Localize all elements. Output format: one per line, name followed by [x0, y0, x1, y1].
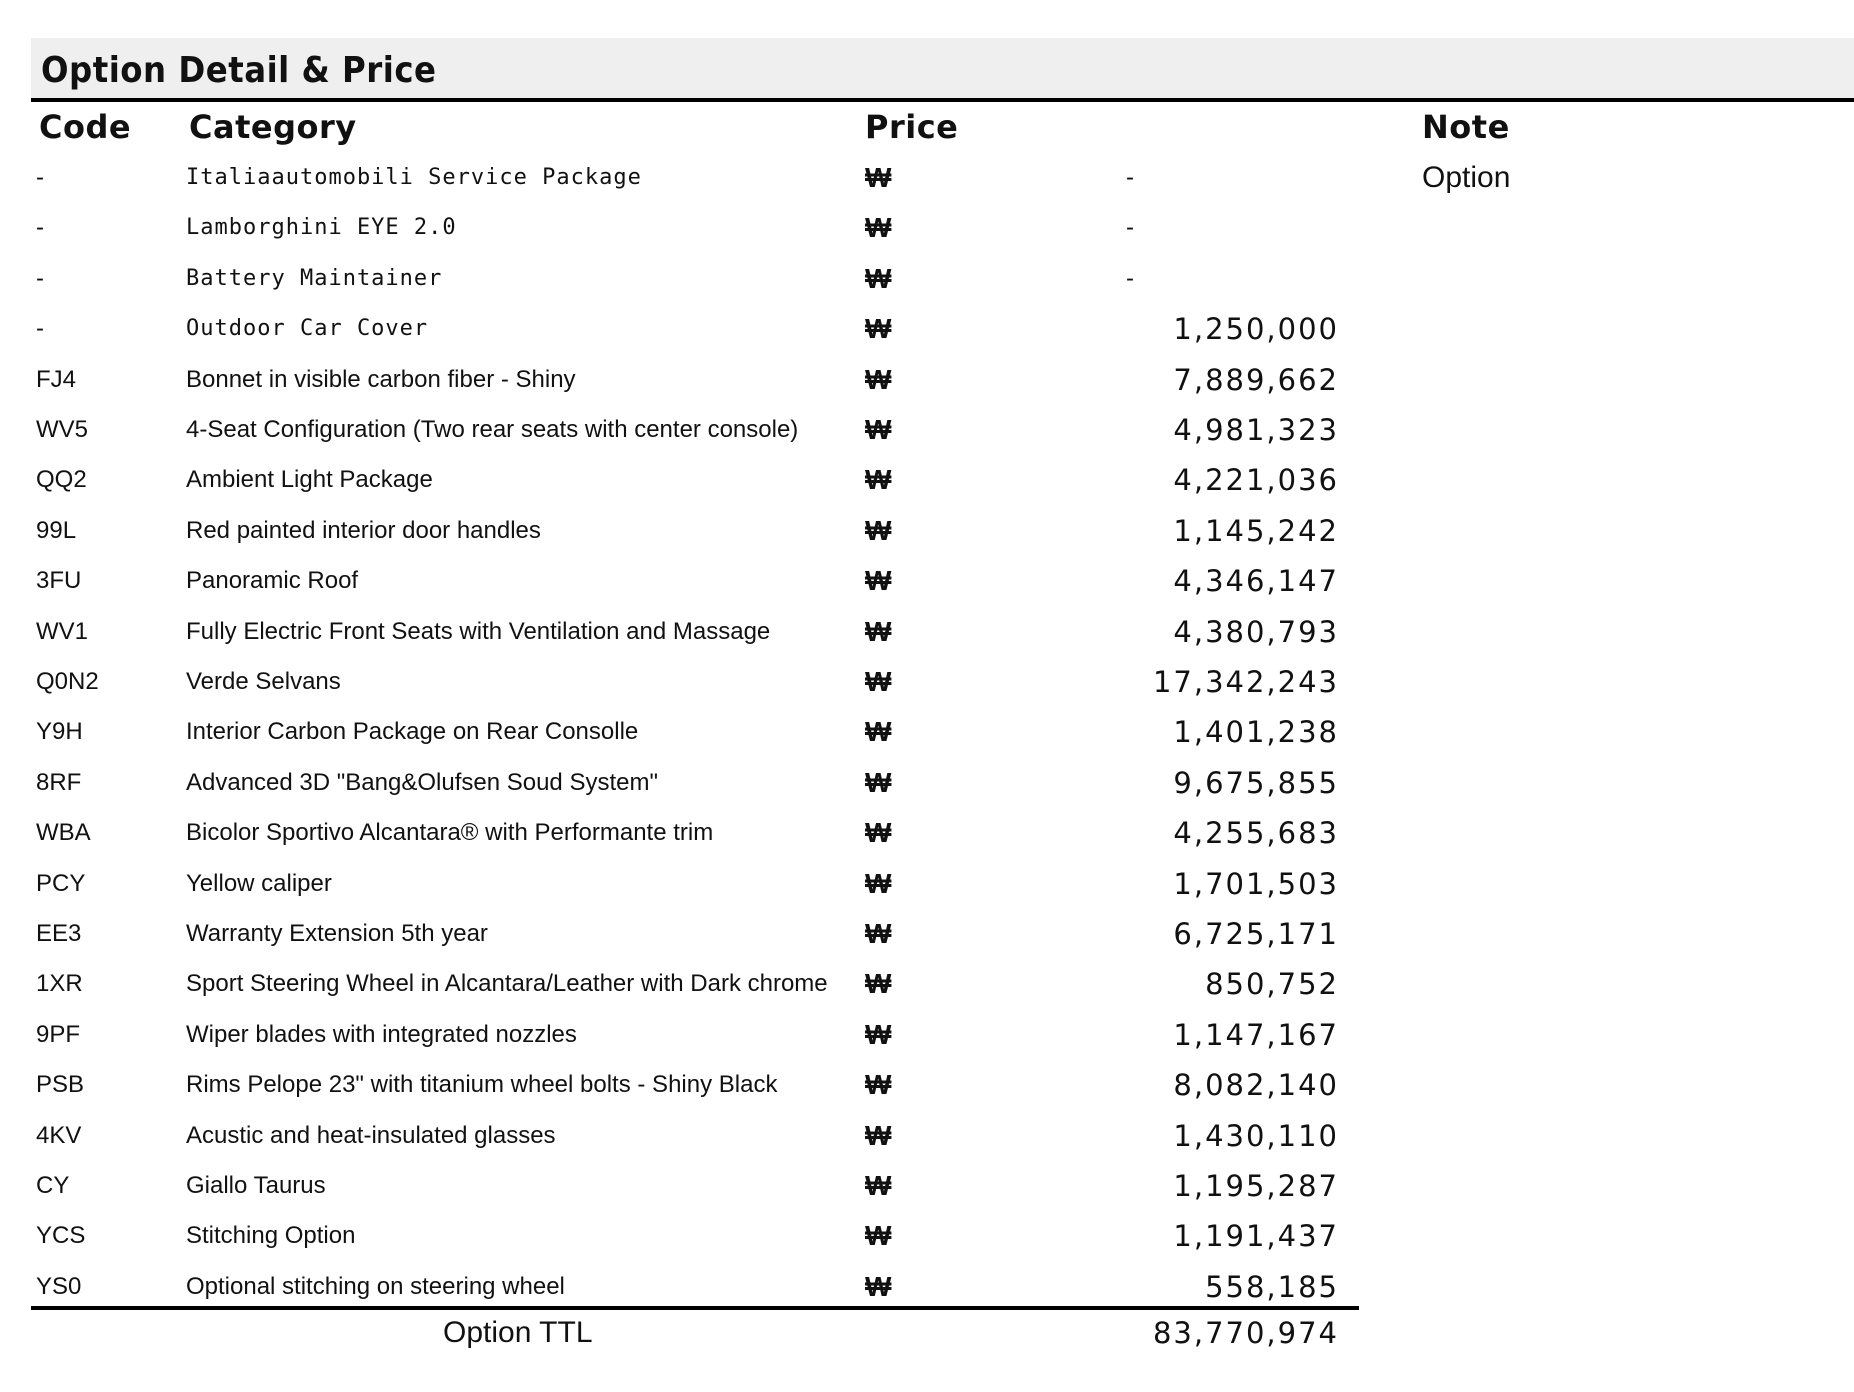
option-price: 1,147,167: [1173, 1017, 1339, 1052]
currency-symbol: ₩: [865, 1270, 892, 1302]
table-row: [0, 1211, 1854, 1261]
table-row: [0, 959, 1854, 1009]
currency-symbol: ₩: [865, 867, 892, 899]
option-code: Q0N2: [36, 668, 99, 695]
option-note: Option: [1422, 161, 1511, 194]
option-price: 6,725,171: [1173, 917, 1339, 951]
option-price: 17,342,243: [1152, 665, 1339, 699]
option-category: Wiper blades with integrated nozzles: [186, 1020, 577, 1048]
table-row: [0, 657, 1854, 707]
price-dash: -: [1126, 214, 1134, 242]
option-category: Stitching Option: [186, 1222, 356, 1250]
currency-symbol: ₩: [865, 1069, 892, 1101]
option-category: Ambient Light Package: [186, 466, 433, 494]
option-price: 8,082,140: [1173, 1068, 1339, 1103]
currency-symbol: ₩: [865, 716, 892, 748]
header-note: Note: [1422, 108, 1510, 146]
option-price: 4,346,147: [1173, 564, 1339, 599]
currency-symbol: ₩: [865, 414, 892, 445]
table-row: [0, 1111, 1854, 1161]
option-code: QQ2: [36, 466, 87, 494]
option-category: Sport Steering Wheel in Alcantara/Leather with Dark chrome: [186, 970, 828, 998]
option-price: 1,145,242: [1173, 513, 1339, 548]
table-row: [0, 556, 1854, 606]
currency-symbol: ₩: [865, 918, 892, 949]
option-price: 1,430,110: [1173, 1118, 1339, 1153]
table-row: [0, 355, 1854, 405]
option-code: YCS: [36, 1222, 86, 1250]
option-code: EE3: [36, 920, 82, 947]
table-row: [0, 859, 1854, 909]
option-code: PSB: [36, 1071, 85, 1099]
option-category: Panoramic Roof: [186, 567, 359, 595]
table-row: [0, 506, 1854, 556]
option-category: Bonnet in visible carbon fiber - Shiny: [186, 365, 576, 393]
option-category: Acustic and heat-insulated glasses: [186, 1121, 556, 1149]
option-price: 4,221,036: [1173, 463, 1339, 498]
option-code: PCY: [36, 869, 86, 897]
option-code: 4KV: [36, 1121, 82, 1149]
option-category: Battery Maintainer: [186, 265, 443, 291]
option-price: 850,752: [1205, 967, 1339, 1002]
option-code: 3FU: [36, 567, 82, 595]
option-code: 1XR: [36, 970, 83, 998]
currency-symbol: ₩: [865, 766, 892, 798]
option-category: Bicolor Sportivo Alcantara® with Performante trim: [186, 819, 714, 847]
currency-symbol: ₩: [865, 1119, 892, 1151]
table-row: [0, 455, 1854, 505]
table-row: [0, 1010, 1854, 1060]
table-row: [0, 607, 1854, 657]
option-code: 9PF: [36, 1020, 81, 1048]
option-category: Advanced 3D "Bang&Olufsen Soud System": [186, 768, 658, 796]
option-price: 4,981,323: [1173, 413, 1339, 447]
currency-symbol: ₩: [865, 1018, 892, 1050]
table-row: [0, 909, 1854, 959]
option-price: 4,380,793: [1173, 614, 1339, 649]
table-row: [0, 1060, 1854, 1110]
currency-symbol: ₩: [865, 666, 892, 697]
option-category: Italiaautomobili Service Package: [186, 165, 642, 190]
option-category: 4-Seat Configuration (Two rear seats with center console): [186, 416, 799, 443]
currency-symbol: ₩: [865, 464, 892, 496]
option-category: Red painted interior door handles: [186, 516, 541, 544]
table-row: [0, 203, 1854, 253]
header-price: Price: [865, 108, 959, 146]
option-code: CY: [36, 1172, 70, 1199]
page-title: Option Detail & Price: [41, 50, 437, 91]
table-row: [0, 1262, 1854, 1312]
option-price: 7,889,662: [1173, 362, 1339, 397]
currency-symbol: ₩: [865, 615, 892, 647]
option-category: Optional stitching on steering wheel: [186, 1272, 565, 1300]
option-code: -: [36, 315, 44, 343]
option-category: Giallo Taurus: [186, 1172, 326, 1199]
table-row: [0, 254, 1854, 304]
option-code: FJ4: [36, 365, 77, 393]
option-category: Yellow caliper: [186, 869, 332, 897]
option-price: 558,185: [1205, 1269, 1339, 1304]
header-category: Category: [189, 108, 357, 146]
total-label: Option TTL: [443, 1316, 593, 1349]
option-code: Y9H: [36, 718, 83, 746]
currency-symbol: ₩: [865, 514, 892, 546]
option-category: Rims Pelope 23" with titanium wheel bolts - Shiny Black: [186, 1071, 778, 1099]
price-dash: -: [1126, 164, 1134, 191]
option-category: Interior Carbon Package on Rear Consolle: [186, 718, 639, 746]
option-price: 4,255,683: [1173, 816, 1339, 851]
table-row: [0, 304, 1854, 354]
table-row: [0, 1161, 1854, 1211]
currency-symbol: ₩: [865, 565, 892, 597]
option-price: 1,250,000: [1173, 312, 1339, 347]
option-price: 1,701,503: [1173, 866, 1339, 901]
currency-symbol: ₩: [865, 1220, 892, 1252]
total-value: 83,770,974: [1152, 1316, 1339, 1350]
currency-symbol: ₩: [865, 817, 892, 849]
option-category: Outdoor Car Cover: [186, 316, 429, 342]
header-code: Code: [39, 108, 132, 146]
option-code: WBA: [36, 819, 91, 847]
option-category: Fully Electric Front Seats with Ventilation and Massage: [186, 617, 771, 645]
currency-symbol: ₩: [865, 968, 892, 1000]
table-row: [0, 405, 1854, 455]
option-code: -: [36, 164, 44, 191]
currency-symbol: ₩: [865, 363, 892, 395]
option-code: 8RF: [36, 768, 82, 796]
currency-symbol: ₩: [865, 162, 892, 193]
price-dash: -: [1126, 264, 1134, 292]
table-row: [0, 153, 1854, 203]
currency-symbol: ₩: [865, 313, 892, 345]
currency-symbol: ₩: [865, 262, 892, 294]
option-price: 9,675,855: [1173, 765, 1339, 800]
table-row: [0, 758, 1854, 808]
table-row: [0, 707, 1854, 757]
table-row: [0, 808, 1854, 858]
option-price: 1,195,287: [1173, 1169, 1339, 1203]
currency-symbol: ₩: [865, 1170, 892, 1201]
option-code: 99L: [36, 516, 77, 544]
option-code: -: [36, 264, 44, 292]
option-category: Lamborghini EYE 2.0: [186, 215, 457, 241]
option-price: 1,191,437: [1173, 1219, 1339, 1254]
option-code: WV1: [36, 617, 89, 645]
option-category: Warranty Extension 5th year: [186, 920, 488, 947]
option-code: WV5: [36, 416, 89, 443]
currency-symbol: ₩: [865, 212, 892, 244]
option-code: -: [36, 214, 44, 242]
option-code: YS0: [36, 1272, 82, 1300]
title-bar: [31, 38, 1854, 102]
option-category: Verde Selvans: [186, 668, 341, 695]
option-price: 1,401,238: [1173, 715, 1339, 750]
